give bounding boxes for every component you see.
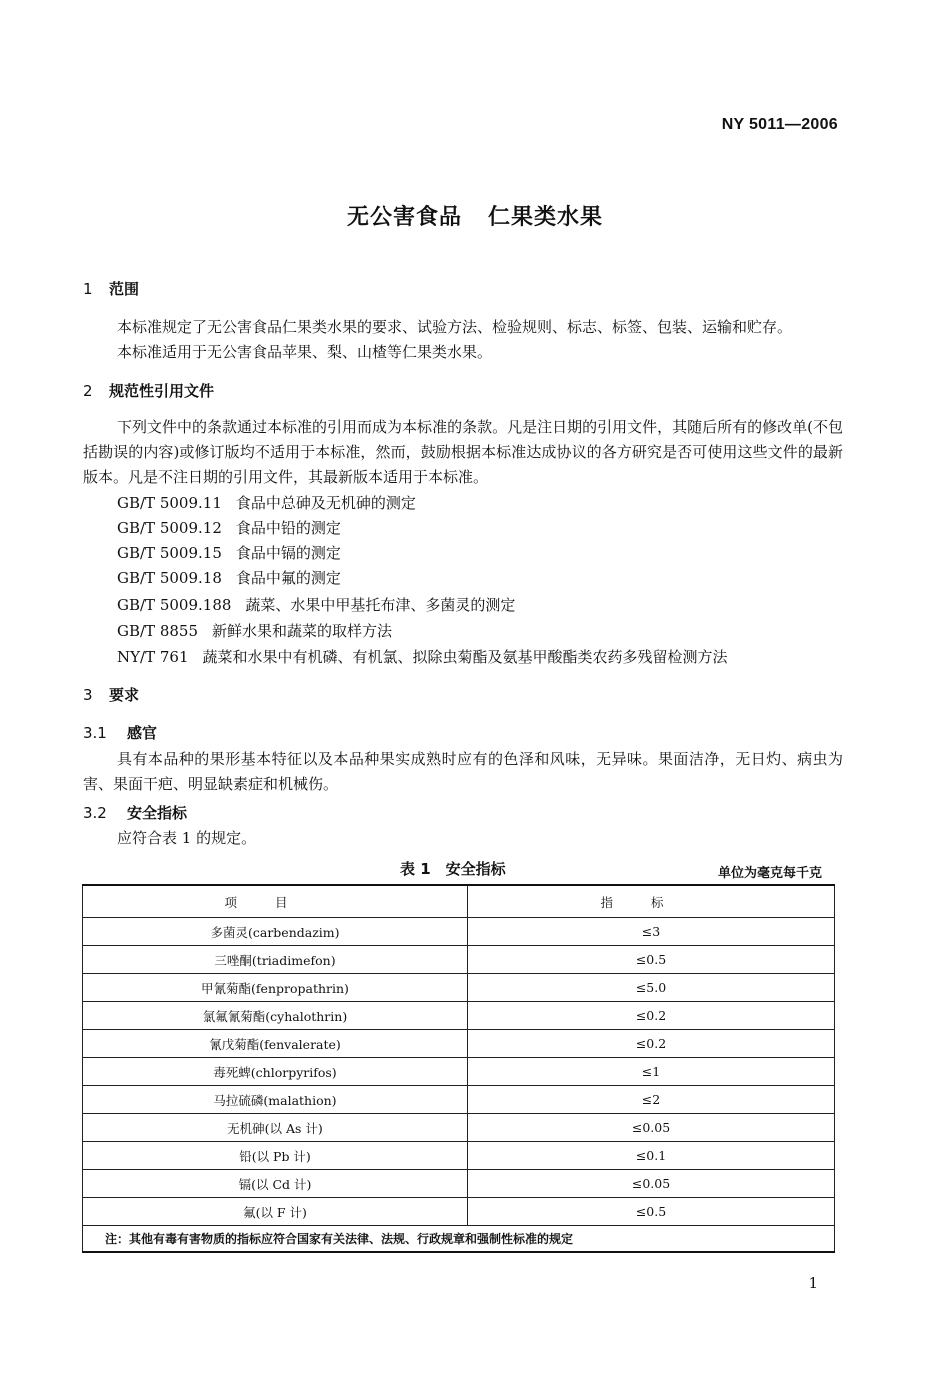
reference-title: 新鲜水果和蔬菜的取样方法 (212, 622, 393, 640)
item-cell: 甲氰菊酯(fenpropathrin) (83, 974, 468, 1002)
section-title: 范围 (109, 280, 140, 298)
item-cell: 三唑酮(triadimefon) (83, 946, 468, 974)
item-cell: 氟(以 F 计) (83, 1198, 468, 1226)
table-row (83, 1170, 835, 1198)
table-row (83, 1142, 835, 1170)
reference-item (117, 492, 416, 513)
value-cell: ≤0.2 (468, 1002, 835, 1030)
item-cell: 马拉硫磷(malathion) (83, 1086, 468, 1114)
table-caption: 表 1 安全指标 (400, 860, 506, 878)
table-row (83, 974, 835, 1002)
reference-item (117, 567, 341, 588)
item-cell: 氰戊菊酯(fenvalerate) (83, 1030, 468, 1058)
section-2-heading (83, 380, 214, 401)
subsection-title: 安全指标 (127, 804, 188, 822)
value-cell: ≤0.05 (468, 1114, 835, 1142)
reference-title: 蔬菜、水果中甲基托布津、多菌灵的测定 (245, 596, 516, 614)
section-3-2-heading (83, 802, 187, 823)
value-cell: ≤3 (468, 918, 835, 946)
column-header-index: 指标 (468, 885, 835, 918)
section-1-paragraph-2: 本标准适用于无公害食品苹果、梨、山楂等仁果类水果。 (117, 343, 493, 361)
value-cell: ≤5.0 (468, 974, 835, 1002)
item-cell: 多菌灵(carbendazim) (83, 918, 468, 946)
table-row (83, 1030, 835, 1058)
reference-code: NY/T 761 (117, 648, 189, 666)
item-cell: 氯氟氰菊酯(cyhalothrin) (83, 1002, 468, 1030)
section-2-paragraph: 下列文件中的条款通过本标准的引用而成为本标准的条款。凡是注日期的引用文件，其随后所有的修改单(不包括勘误的内容)或修订版均不适用于本标准，然而，鼓励根据本标准达成协议的各方研究是否可使用这些文件的最新版本。凡是不注日期的引用文件，其最新版本适用于本标准。 (83, 418, 843, 486)
reference-title: 食品中镉的测定 (235, 544, 341, 562)
page-number: 1 (808, 1274, 818, 1292)
item-cell: 镉(以 Cd 计) (83, 1170, 468, 1198)
table-row (83, 1058, 835, 1086)
reference-item (117, 517, 341, 538)
table-unit: 单位为毫克每千克 (717, 866, 822, 881)
section-3-1-heading (83, 722, 157, 743)
reference-title: 食品中铅的测定 (235, 519, 341, 537)
section-3-2-paragraph: 应符合表 1 的规定。 (117, 829, 257, 847)
document-title (0, 200, 950, 231)
title-part-1: 无公害食品 (346, 205, 462, 230)
standard-number: NY 5011—2006 (721, 116, 838, 133)
value-cell: ≤0.5 (468, 946, 835, 974)
section-number: 3 (83, 686, 93, 704)
reference-title: 蔬菜和水果中有机磷、有机氯、拟除虫菊酯及氨基甲酸酯类农药多残留检测方法 (202, 648, 728, 666)
reference-item (117, 620, 392, 641)
value-cell: ≤0.05 (468, 1170, 835, 1198)
value-cell: ≤2 (468, 1086, 835, 1114)
section-number: 2 (83, 382, 93, 400)
reference-code: GB/T 5009.15 (117, 544, 222, 562)
section-1-heading (83, 278, 139, 299)
reference-code: GB/T 5009.18 (117, 569, 222, 587)
reference-title: 食品中氟的测定 (235, 569, 341, 587)
table-row (83, 1198, 835, 1226)
subsection-title: 感官 (127, 724, 158, 742)
reference-item (117, 542, 341, 563)
reference-code: GB/T 8855 (117, 622, 199, 640)
safety-index-table (82, 884, 835, 1253)
table-row (83, 1086, 835, 1114)
value-cell: ≤0.2 (468, 1030, 835, 1058)
column-header-item: 项目 (83, 885, 468, 918)
title-part-2: 仁果类水果 (488, 205, 604, 230)
item-cell: 铅(以 Pb 计) (83, 1142, 468, 1170)
table-header-row (83, 885, 835, 918)
section-3-1-paragraph: 具有本品种的果形基本特征以及本品种果实成熟时应有的色泽和风味，无异味。果面洁净，无日灼、病虫为害、果面干疤、明显缺素症和机械伤。 (83, 750, 843, 793)
section-1-paragraph-1: 本标准规定了无公害食品仁果类水果的要求、试验方法、检验规则、标志、标签、包装、运输和贮存。 (117, 318, 793, 336)
value-cell: ≤0.5 (468, 1198, 835, 1226)
item-cell: 毒死蜱(chlorpyrifos) (83, 1058, 468, 1086)
reference-item (117, 594, 515, 615)
item-cell: 无机砷(以 As 计) (83, 1114, 468, 1142)
table-row (83, 918, 835, 946)
reference-code: GB/T 5009.188 (117, 596, 232, 614)
subsection-number: 3.1 (83, 724, 107, 742)
subsection-number: 3.2 (83, 804, 107, 822)
table-row (83, 946, 835, 974)
value-cell: ≤1 (468, 1058, 835, 1086)
section-title: 要求 (109, 686, 140, 704)
section-3-heading (83, 684, 139, 705)
table-row (83, 1114, 835, 1142)
section-number: 1 (83, 280, 93, 298)
reference-code: GB/T 5009.12 (117, 519, 222, 537)
table-note-row (83, 1226, 835, 1253)
reference-title: 食品中总砷及无机砷的测定 (235, 494, 416, 512)
reference-item (117, 646, 728, 667)
section-title: 规范性引用文件 (109, 382, 215, 400)
value-cell: ≤0.1 (468, 1142, 835, 1170)
table-row (83, 1002, 835, 1030)
table-note: 注：其他有毒有害物质的指标应符合国家有关法律、法规、行政规章和强制性标准的规定 (83, 1226, 835, 1253)
reference-code: GB/T 5009.11 (117, 494, 222, 512)
